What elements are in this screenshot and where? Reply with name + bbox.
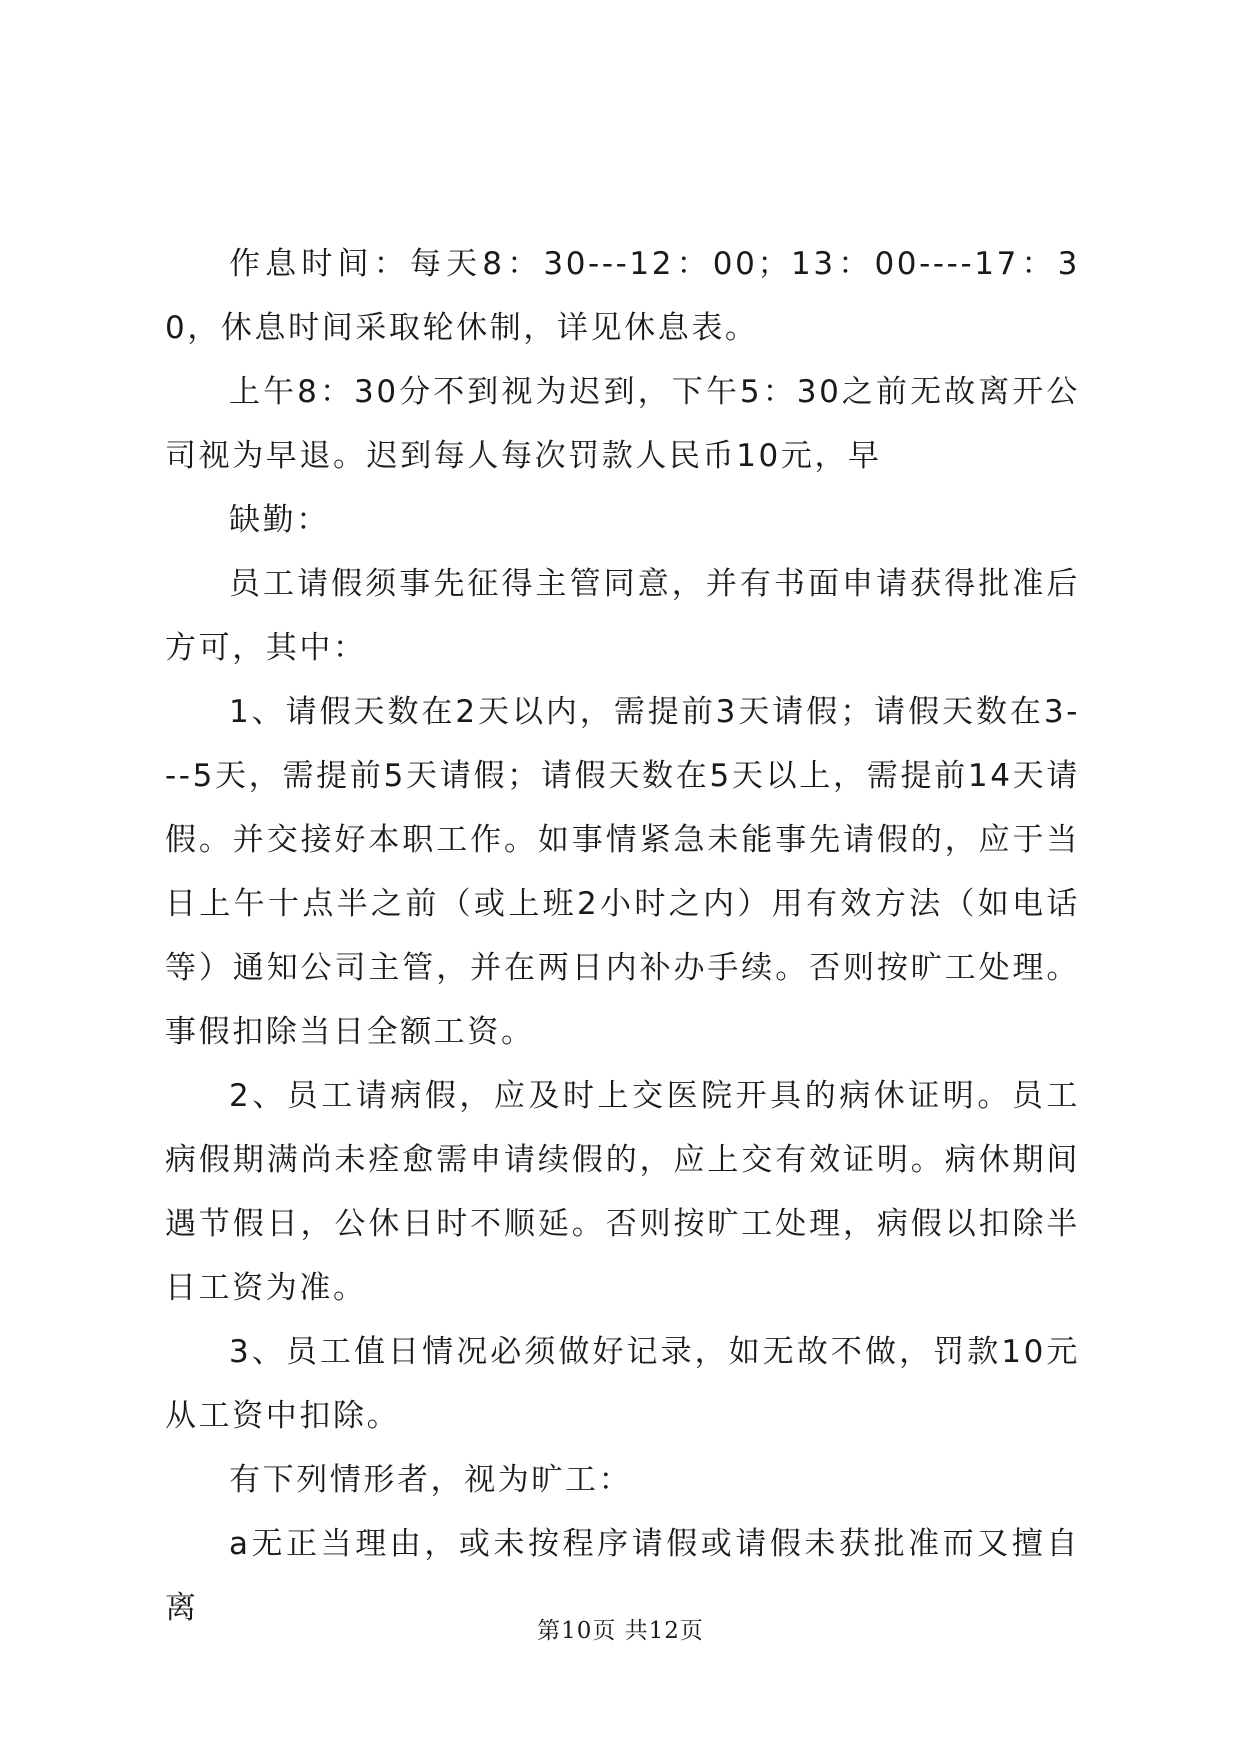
paragraph-leave-approval: 员工请假须事先征得主管同意，并有书面申请获得批准后方可，其中： [165, 566, 1080, 666]
paragraph-duty-record: 3、员工值日情况必须做好记录，如无故不做，罚款10元从工资中扣除。 [165, 1334, 1080, 1434]
paragraph-personal-leave: 1、请假天数在2天以内，需提前3天请假；请假天数在3---5天，需提前5天请假；请假天数在5天以上，需提前14天请假。并交接好本职工作。如事情紧急未能事先请假的，应于当日上午十点半之前（或上班2小时之内）用有效方法（如电话等）通知公司主管，并在两日内补办手续。否则按旷工处理。事假扣除当日全额工资。 [165, 694, 1080, 1050]
paragraph-absenteeism-heading: 有下列情形者，视为旷工： [229, 1462, 633, 1498]
paragraph-work-hours: 作息时间：每天8：30---12：00；13：00----17：30，休息时间采取轮休制，详见休息表。 [165, 246, 1080, 346]
paragraph-absenteeism-a: a无正当理由，或未按程序请假或请假未获批准而又擅自离 [165, 1526, 1080, 1626]
paragraph-absence-heading: 缺勤： [229, 502, 330, 538]
document-body [165, 232, 1080, 1640]
page-number-footer: 第10页 共12页 [537, 1618, 704, 1644]
paragraph-late-early-leave: 上午8：30分不到视为迟到，下午5：30之前无故离开公司视为早退。迟到每人每次罚款人民币10元，早 [165, 374, 1080, 474]
paragraph-sick-leave: 2、员工请病假，应及时上交医院开具的病休证明。员工病假期满尚未痊愈需申请续假的，应上交有效证明。病休期间遇节假日，公休日时不顺延。否则按旷工处理，病假以扣除半日工资为准。 [165, 1078, 1080, 1306]
